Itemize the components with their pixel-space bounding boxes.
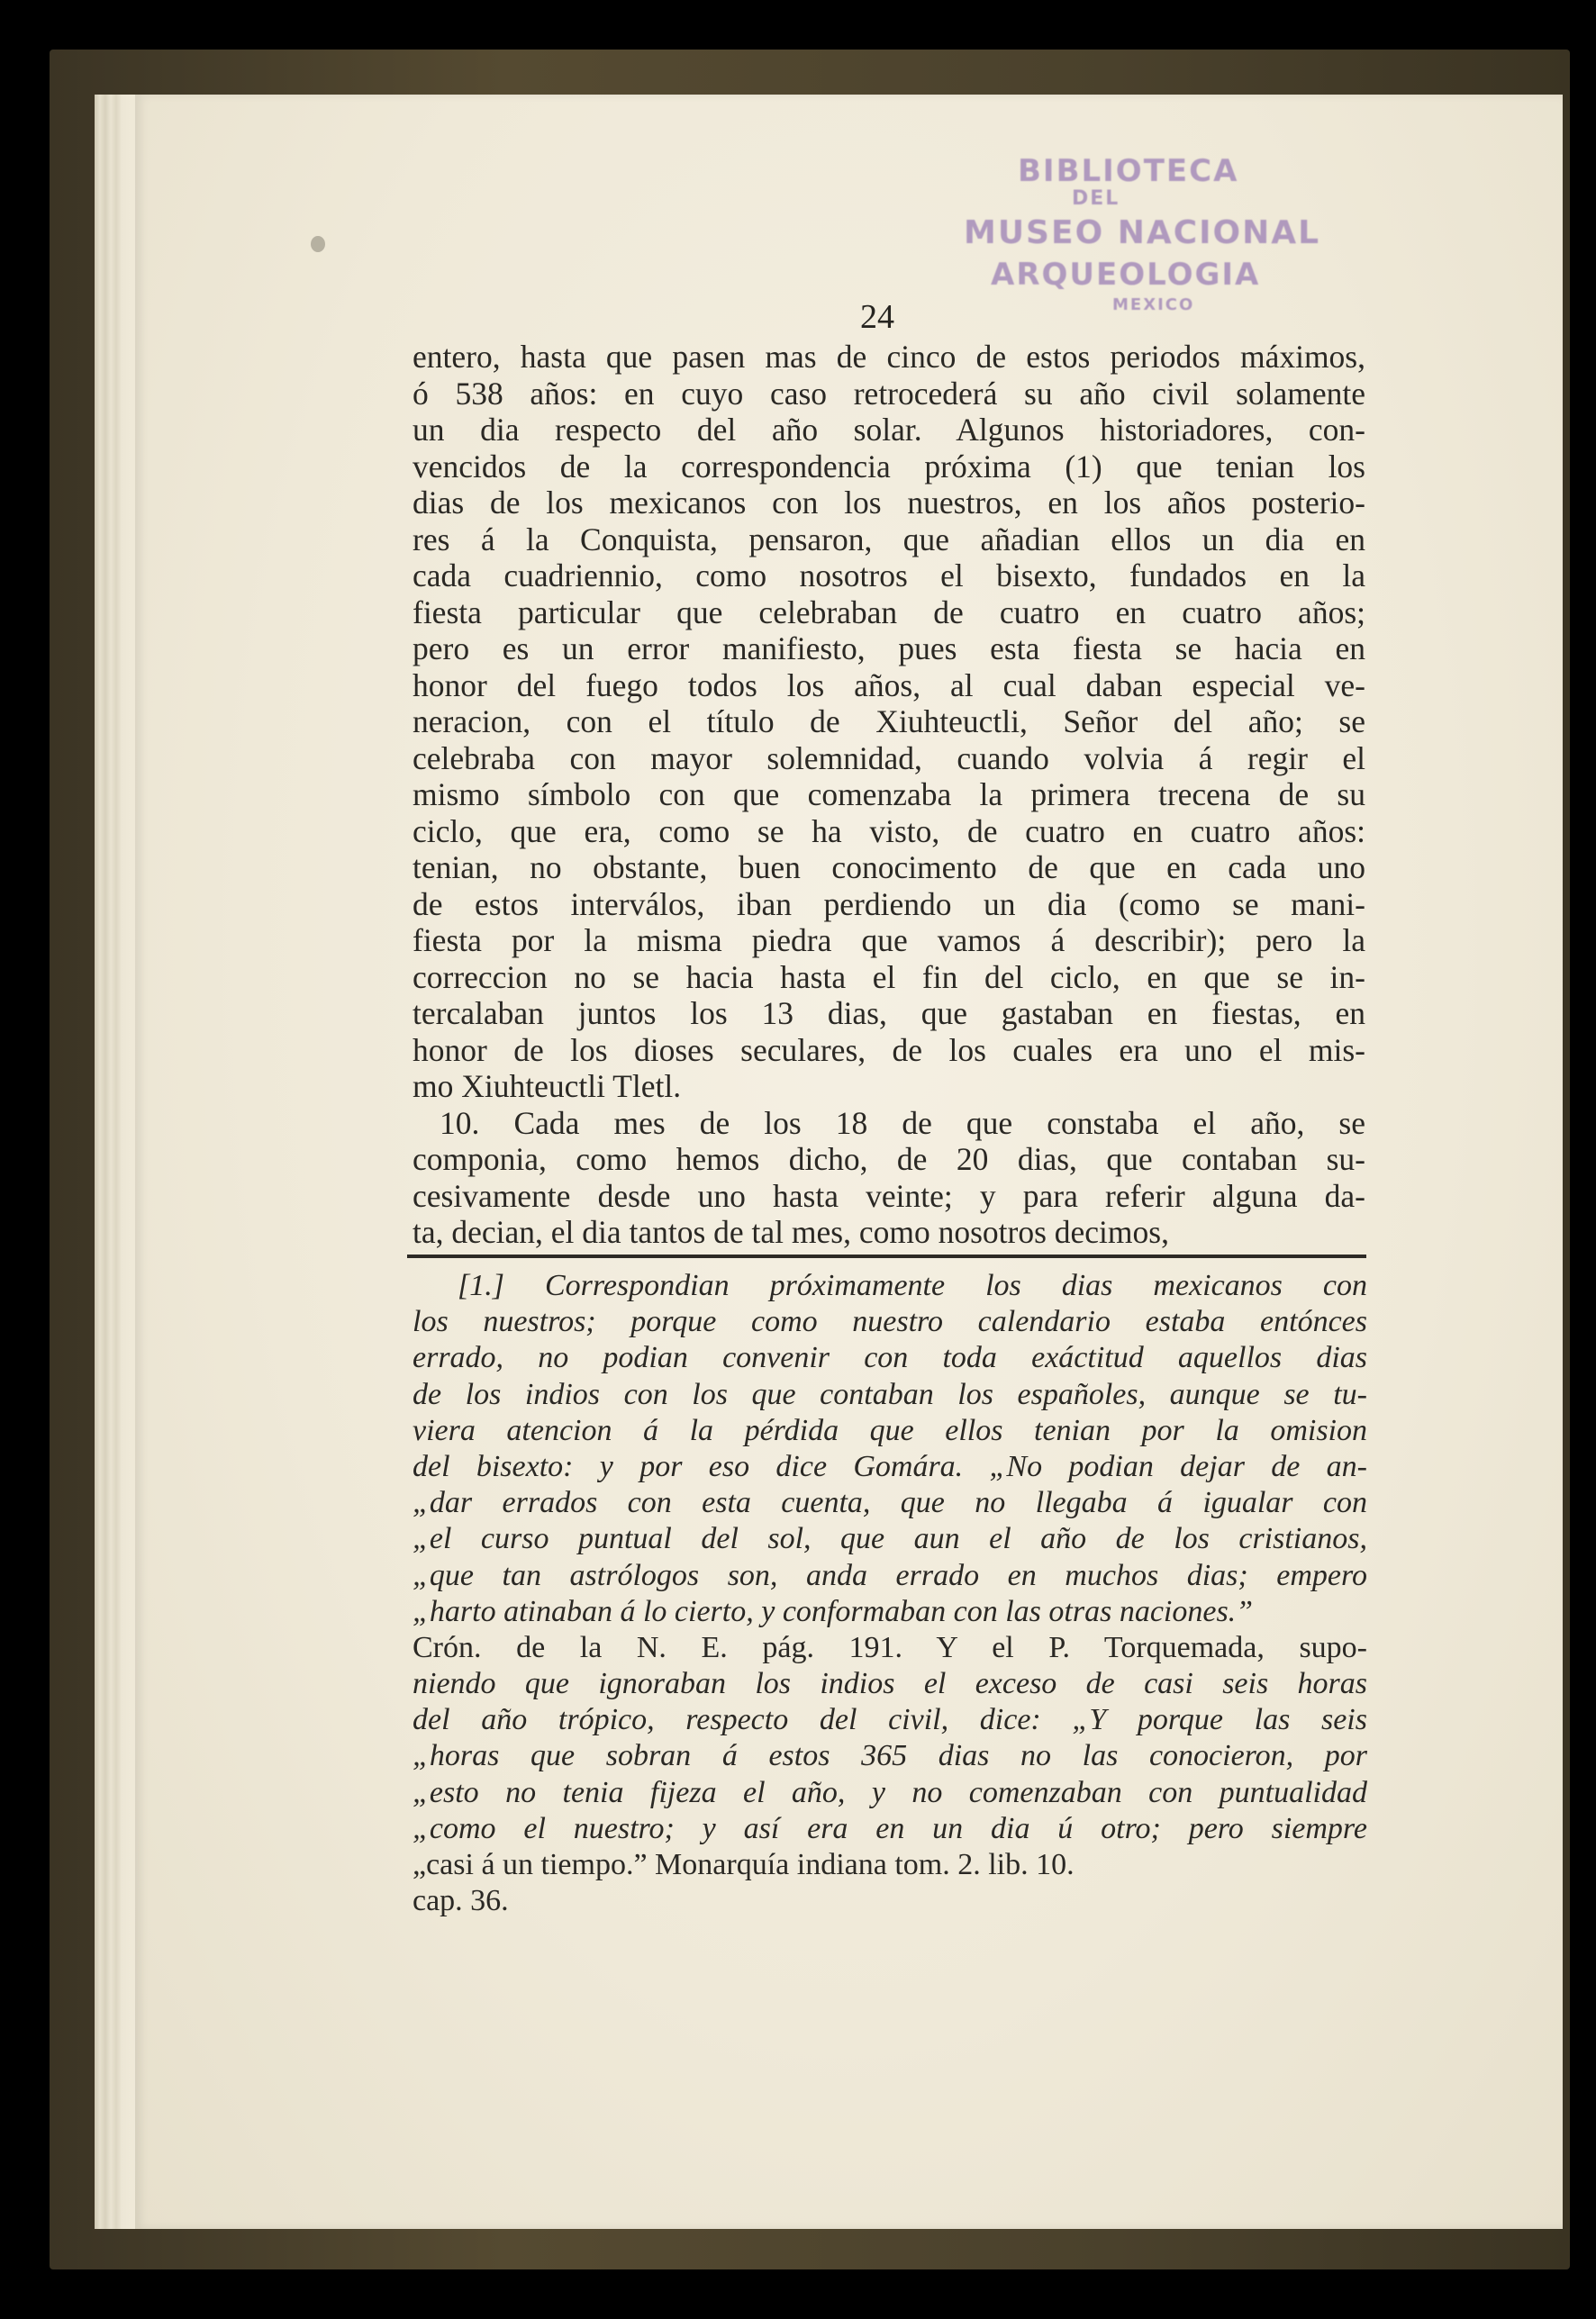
body-line: vencidos de la correspondencia próxima (1) que tenian los (413, 448, 1365, 485)
footnote-line: los nuestros; porque como nuestro calendario estaba entónces (413, 1305, 1367, 1339)
page-number: 24 (860, 298, 894, 336)
footnote-line: niendo que ignoraban los indios el exceso de casi seis horas (413, 1667, 1367, 1701)
body-line: un dia respecto del año solar. Algunos historiadores, con- (413, 412, 1365, 448)
footnote-line: „harto atinaban á lo cierto, y conformaban con las otras naciones.” (413, 1594, 1254, 1628)
footnote-line: viera atencion á la pérdida que ellos tenian por la omision (413, 1413, 1367, 1447)
body-line: entero, hasta que pasen mas de cinco de estos periodos máximos, (413, 339, 1365, 375)
body-line: tenian, no obstante, buen conocimento de que en cada uno (413, 849, 1365, 885)
body-line: de estos interválos, iban perdiendo un dia (como se mani- (413, 885, 1365, 922)
body-line: pero es un error manifiesto, pues esta fiesta se hacia en (413, 630, 1365, 666)
footnote-line: Crón. de la N. E. pág. 191. Y el P. Torquemada, supo- (413, 1630, 1367, 1664)
body-line: cada cuadriennio, como nosotros el bisexto, fundados en la (413, 557, 1365, 593)
body-line: cesivamente desde uno hasta veinte; y para referir alguna da- (413, 1177, 1365, 1214)
body-line: dias de los mexicanos con los nuestros, en los años posterio- (413, 485, 1365, 521)
body-line: honor de los dioses seculares, de los cuales era uno el mis- (413, 1031, 1365, 1068)
footnote-line: „horas que sobran á estos 365 dias no las conocieron, por (413, 1739, 1367, 1773)
stamp-line: BIBLIOTECA (1018, 153, 1239, 189)
footnote-line: „el curso puntual del sol, que aun el año de los cristianos, (413, 1522, 1367, 1556)
stamp-line: MEXICO (1112, 295, 1195, 314)
body-line: res á la Conquista, pensaron, que añadian ellos un dia en (413, 521, 1365, 557)
stamp-line: DEL (1072, 187, 1120, 210)
library-stamp (937, 144, 1321, 324)
footnote-line: „como el nuestro; y así era en un dia ú otro; pero siempre (413, 1811, 1367, 1845)
body-line: componia, como hemos dicho, de 20 dias, que contaban su- (413, 1141, 1365, 1177)
footnote-line: „esto no tenia fijeza el año, y no comenzaban con puntualidad (413, 1775, 1367, 1809)
footnote-text (413, 1268, 1367, 1919)
body-line: correccion no se hacia hasta el fin del ciclo, en que se in- (413, 958, 1365, 995)
body-line: celebraba con mayor solemnidad, cuando volvia á regir el (413, 739, 1365, 776)
body-line: ciclo, que era, como se ha visto, de cuatro en cuatro años: (413, 812, 1365, 849)
footnote-divider (407, 1255, 1366, 1258)
body-text (413, 339, 1365, 1251)
page-spot (311, 236, 325, 252)
stamp-line: MUSEO NACIONAL (964, 214, 1321, 251)
footnote-line: del bisexto: y por eso dice Gomára. „No podian dejar de an- (413, 1449, 1367, 1483)
footnote-line: „que tan astrólogos son, anda errado en muchos dias; empero (413, 1558, 1367, 1592)
footnote-line: „casi á un tiempo.” Monarquía indiana tom. 2. lib. 10. (413, 1848, 1075, 1881)
body-line: mo Xiuhteuctli Tletl. (413, 1068, 682, 1104)
body-line: honor del fuego todos los años, al cual daban especial ve- (413, 666, 1365, 703)
footnote-line: errado, no podian convenir con toda exáctitud aquellos dias (413, 1341, 1367, 1375)
footnote-line: [1.] Correspondian próximamente los dias mexicanos con (458, 1269, 1367, 1302)
body-line: tercalaban juntos los 13 dias, que gastaban en fiestas, en (413, 995, 1365, 1031)
body-line: 10. Cada mes de los 18 de que constaba el año, se (440, 1104, 1365, 1141)
footnote-line: „dar errados con esta cuenta, que no llegaba á igualar con (413, 1486, 1367, 1520)
stamp-line: ARQUEOLOGIA (991, 257, 1261, 293)
body-line: neracion, con el título de Xiuhteuctli, Señor del año; se (413, 703, 1365, 739)
footnote-line: cap. 36. (413, 1884, 509, 1918)
footnote-line: del año trópico, respecto del civil, dice: „Y porque las seis (413, 1703, 1367, 1737)
footnote-line: de los indios con los que contaban los españoles, aunque se tu- (413, 1377, 1367, 1411)
body-line: fiesta particular que celebraban de cuatro en cuatro años; (413, 593, 1365, 630)
body-line: fiesta por la misma piedra que vamos á describir); pero la (413, 922, 1365, 958)
body-line: ta, decian, el dia tantos de tal mes, como nosotros decimos, (413, 1214, 1169, 1250)
body-line: mismo símbolo con que comenzaba la primera trecena de su (413, 776, 1365, 812)
body-line: ó 538 años: en cuyo caso retrocederá su año civil solamente (413, 375, 1365, 412)
